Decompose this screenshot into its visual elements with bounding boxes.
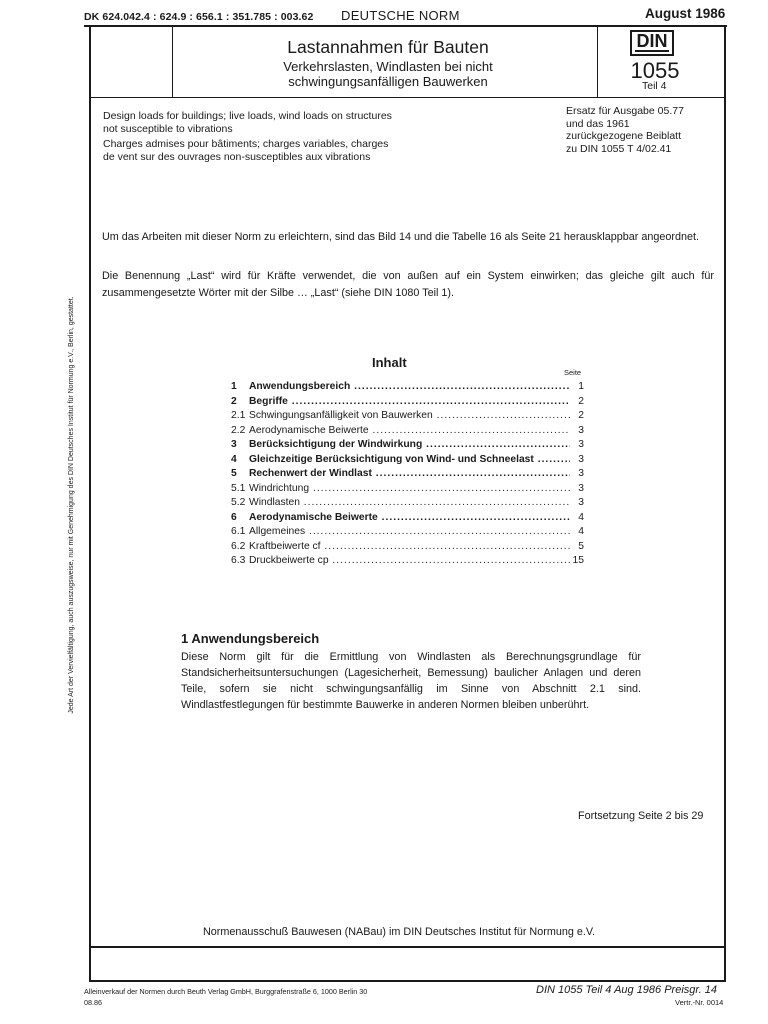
toc-heading: Inhalt [372,355,407,370]
toc-entry-page: 15 [570,555,584,566]
document-subtitle [183,59,593,89]
toc-entry [231,483,584,497]
subtitle-line-1: Verkehrslasten, Windlasten bei nicht [283,59,493,74]
toc-entry-number: 5.2 [231,497,246,508]
part-label: Teil 4 [642,80,667,92]
footer-publisher: Alleinverkauf der Normen durch Beuth Verlag GmbH, Burggrafenstraße 6, 1000 Berlin 30 08.86 [84,987,368,1007]
toc-entry-page: 1 [570,381,584,392]
toc-entry-label: Schwingungsanfälligkeit von Bauwerken ..... [249,410,570,421]
toc-entry-label: Aerodynamische Beiwerte ..... [249,425,570,436]
toc-entry-page: 3 [570,454,584,465]
footer-vertr-number: Vertr.-Nr. 0014 [675,998,724,1007]
footer-document-reference: DIN 1055 Teil 4 Aug 1986 Preisgr. 14 [536,984,718,996]
toc-entry-number: 4 [231,453,237,465]
din-standard-number: 1055 [630,58,680,83]
dk-classification-code: DK 624.042.4 : 624.9 : 656.1 : 351.785 : 003.62 [84,11,314,23]
toc-entry [231,497,584,511]
toc-entry [231,526,584,540]
toc-entry-page: 4 [570,512,584,523]
toc-entry-number: 6.3 [231,555,246,566]
footer-bottom-rule [89,980,726,982]
intro-paragraph-1: Um das Arbeiten mit dieser Norm zu erleichtern, sind das Bild 14 und die Tabelle 16 als Seite 21 herausklappbar angeordnet. [102,231,699,243]
french-title: Charges admises pour bâtiments; charges variables, charges de vent sur des ouvrages non-susceptibles aux vibrations [103,138,389,163]
toc-entry-label: Begriffe ..... [249,396,570,407]
norm-type-label: DEUTSCHE NORM [341,8,460,23]
toc-entry-label: Druckbeiwerte cp ..... [249,555,570,566]
toc-entry-page: 5 [570,541,584,552]
continuation-note: Fortsetzung Seite 2 bis 29 [578,810,704,822]
replacement-note: Ersatz für Ausgabe 05.77 und das 1961 zurückgezogene Beiblatt zu DIN 1055 T 4/02.41 [566,105,684,155]
document-title: Lastannahmen für Bauten [287,37,489,57]
toc-entry-label: Berücksichtigung der Windwirkung ..... [249,439,570,450]
toc-entry-label: Windrichtung ..... [249,483,570,494]
toc-entry-number: 2.2 [231,424,246,436]
toc-entry-number: 6 [231,511,237,523]
toc-entry-number: 5 [231,468,237,479]
toc-entry-label: Aerodynamische Beiwerte ..... [249,512,570,523]
toc-entry [231,555,584,569]
toc-entry-label: Rechenwert der Windlast ..... [249,468,570,479]
toc-entry [231,541,584,555]
toc-entry-number: 2 [231,395,237,407]
title-left-divider [172,25,173,97]
toc-entry-page: 2 [570,396,584,407]
toc-entry-label: Kraftbeiwerte cf ..... [249,541,570,552]
toc-entry-number: 3 [231,439,237,450]
toc-entry-page: 4 [570,526,584,537]
toc-entry [231,396,584,410]
committee-line: Normenausschuß Bauwesen (NABau) im DIN Deutsches Institut für Normung e.V. [203,926,596,938]
toc-entry-number: 5.1 [231,482,246,494]
toc-entry-page: 3 [570,497,584,508]
toc-entry-label: Allgemeines ..... [249,526,570,537]
toc-entry-label: Gleichzeitige Berücksichtigung von Wind- und Schneelast ..... [249,454,570,465]
toc-entry-page: 2 [570,410,584,421]
toc-entry-number: 2.1 [231,410,246,421]
toc-entry-number: 6.1 [231,526,246,537]
title-right-divider [597,25,598,97]
toc-entry-page: 3 [570,425,584,436]
title-bottom-rule [89,97,726,98]
section-1-body: Diese Norm gilt für die Ermittlung von Windlasten als Berechnungsgrundlage für Standsicherheitsuntersuchungen (Lagesicherheit, Bemessung) baulicher Anlagen und deren Teile, sofern sie nicht schwingungsanfällig im Sinne von Abschnitt 2.1 sind. Windlastfestlegungen für bestimmte Bauwerke in anderen Normen bleiben unberührt. [181,651,641,711]
subtitle-line-2: schwingungsanfälligen Bauwerken [288,74,488,89]
toc-entry-page: 3 [570,439,584,450]
toc-entry-page: 3 [570,468,584,479]
toc-page-column-label: Seite [564,368,582,377]
frame-right-rule [724,25,726,982]
toc-entry [231,454,584,468]
toc-entry [231,439,584,453]
toc-entry-page: 3 [570,483,584,494]
toc-entry [231,512,584,526]
frame-left-rule [89,25,91,982]
english-title: Design loads for buildings; live loads, wind loads on structures not susceptible to vibrations [103,110,392,135]
toc-entry [231,425,584,439]
section-1-heading: 1 Anwendungsbereich [181,631,320,646]
toc-entry-label: Anwendungsbereich ..... [249,381,570,392]
issue-date: August 1986 [645,6,726,21]
top-rule [84,25,727,27]
din-logo: DIN [630,30,674,56]
intro-paragraph-2: Die Benennung „Last“ wird für Kräfte verwendet, die von außen auf ein System einwirken; das gleiche gilt auch für zusammengesetzte Wörter mit der Silbe … „Last“ (siehe DIN 1080 Teil 1). [102,270,714,299]
toc-entry [231,468,584,482]
toc-entry [231,410,584,424]
copyright-side-text: Jede Art der Vervielfältigung, auch auszugsweise, nur mit Genehmigung des DIN Deutsches Institut für Normung e.V., Berlin, gestattet. [68,296,75,714]
toc-entry-number: 6.2 [231,540,246,552]
toc-entry-number: 1 [231,381,237,392]
footer-top-rule [89,946,726,948]
toc-entry [231,381,584,395]
toc-entry-label: Windlasten ..... [249,497,570,508]
